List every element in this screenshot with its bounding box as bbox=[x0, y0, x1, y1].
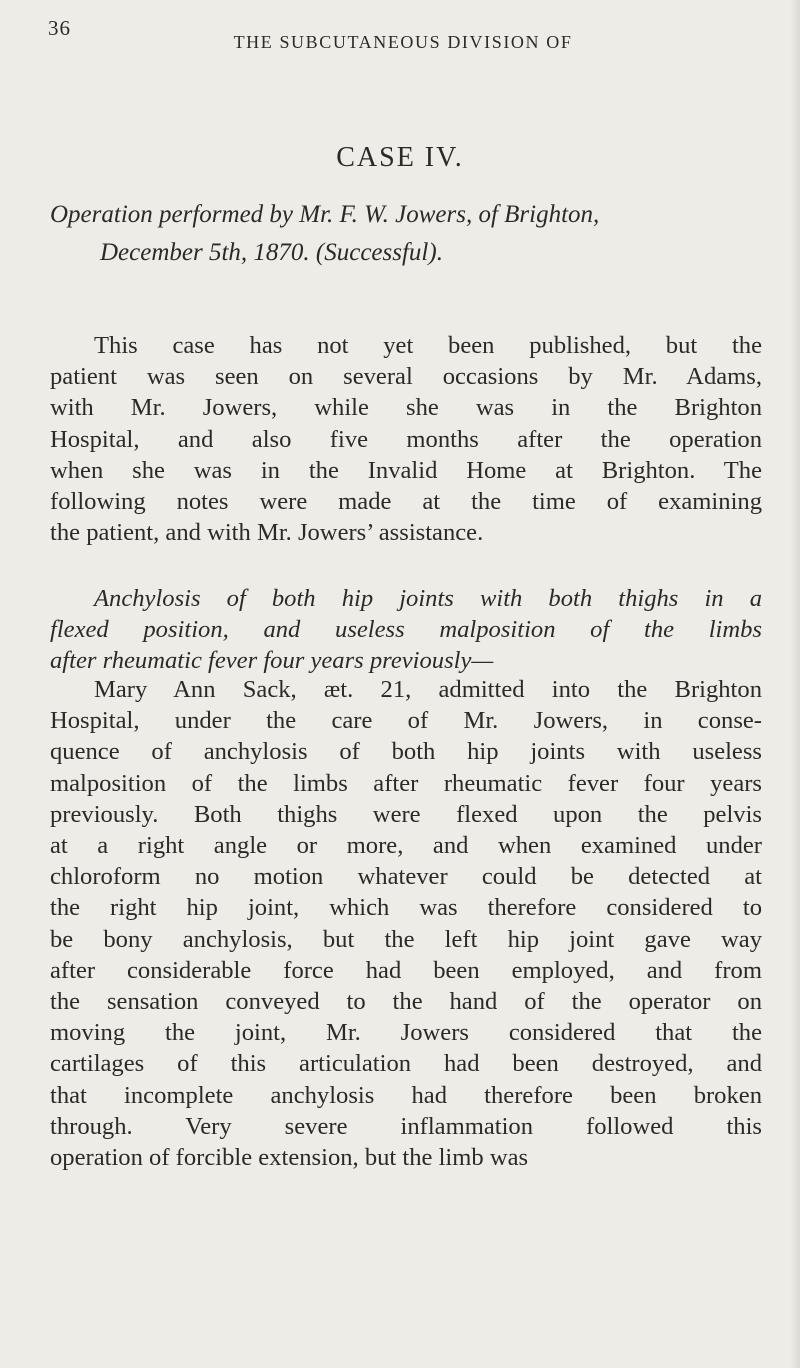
paragraph-diagnosis bbox=[50, 583, 762, 677]
text-line: patient was seen on several occasions by Mr. Adams, bbox=[50, 363, 762, 391]
text-line: that incomplete anchylosis had therefore been broken bbox=[50, 1081, 762, 1109]
text-line: after rheumatic fever four years previously— bbox=[50, 647, 494, 675]
page-edge-shadow bbox=[790, 0, 800, 1368]
text-line: Hospital, and also five months after the operation bbox=[50, 425, 762, 453]
text-line: through. Very severe inflammation followed this bbox=[50, 1112, 762, 1140]
paragraph-case-notes bbox=[50, 674, 762, 1173]
text-line: chloroform no motion whatever could be detected at bbox=[50, 863, 762, 891]
case-heading: CASE IV. bbox=[336, 142, 464, 173]
text-line: malposition of the limbs after rheumatic fever four years bbox=[50, 769, 762, 797]
running-title: THE SUBCUTANEOUS DIVISION OF bbox=[233, 32, 573, 52]
text-line: with Mr. Jowers, while she was in the Brighton bbox=[50, 394, 762, 422]
subtitle-line-2: December 5th, 1870. (Successful). bbox=[100, 239, 443, 266]
text-line: the right hip joint, which was therefore considered to bbox=[50, 894, 762, 922]
text-line: cartilages of this articulation had been destroyed, and bbox=[50, 1050, 762, 1078]
text-line: be bony anchylosis, but the left hip joint gave way bbox=[50, 925, 762, 953]
paragraph-intro bbox=[50, 330, 762, 548]
text-line: Mary Ann Sack, æt. 21, admitted into the Brighton bbox=[94, 676, 762, 703]
text-line: Anchylosis of both hip joints with both thighs in a bbox=[94, 585, 762, 612]
text-line: the sensation conveyed to the hand of the operator on bbox=[50, 988, 762, 1016]
text-line: flexed position, and useless malposition of the limbs bbox=[50, 616, 762, 644]
running-head bbox=[48, 16, 758, 52]
text-line: moving the joint, Mr. Jowers considered that the bbox=[50, 1019, 762, 1047]
text-line: This case has not yet been published, but the bbox=[94, 332, 762, 359]
text-line: Hospital, under the care of Mr. Jowers, in conse- bbox=[50, 707, 762, 735]
text-line: at a right angle or more, and when examined under bbox=[50, 832, 762, 860]
subtitle-line-1: Operation performed by Mr. F. W. Jowers, of Brighton, bbox=[50, 201, 600, 228]
text-line: previously. Both thighs were flexed upon the pelvis bbox=[50, 800, 762, 828]
text-line: operation of forcible extension, but the limb was bbox=[50, 1144, 529, 1172]
text-line: the patient, and with Mr. Jowers’ assistance. bbox=[50, 519, 484, 547]
text-line: following notes were made at the time of examining bbox=[50, 488, 762, 516]
case-subtitle bbox=[50, 196, 762, 272]
text-line: when she was in the Invalid Home at Brighton. The bbox=[50, 456, 762, 484]
text-line: quence of anchylosis of both hip joints with useless bbox=[50, 738, 762, 766]
page-number: 36 bbox=[48, 16, 71, 40]
text-line: after considerable force had been employed, and from bbox=[50, 956, 762, 984]
